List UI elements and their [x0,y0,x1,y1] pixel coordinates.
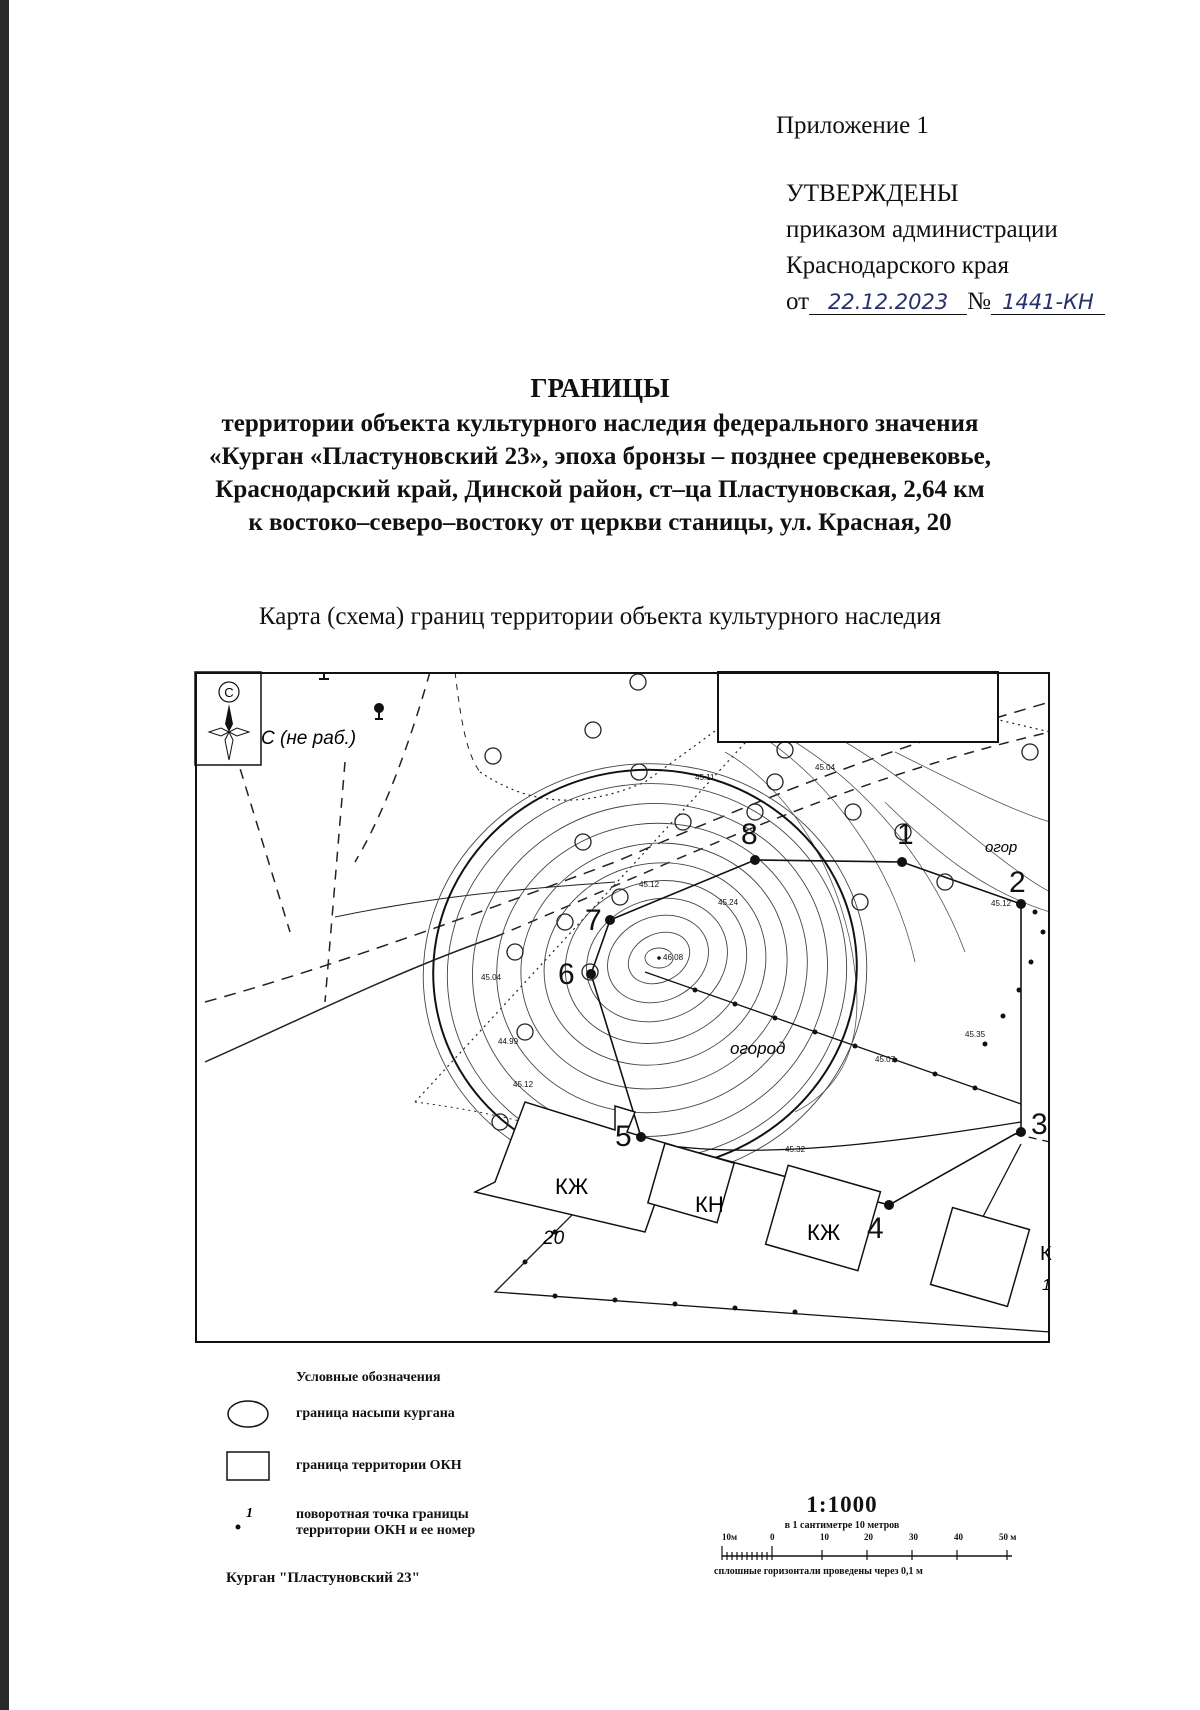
number-prefix: № [967,288,991,315]
legend-territory-text: граница территории ОКН [296,1458,462,1473]
title-line-2: «Курган «Пластуновский 23», эпоха бронзы – позднее средневековье, [209,443,991,470]
handwritten-number: 1441-КН [991,290,1105,315]
road-dashed-line-2 [495,732,1050,937]
approved-heading: УТВЕРЖДЕНЫ [786,180,959,207]
svg-text:10: 10 [820,1532,829,1542]
building-label-4: К [1040,1243,1052,1265]
order-line-1: приказом администрации [786,216,1058,243]
field-dotted-boundary [480,702,755,800]
title-line-1: территории объекта культурного наследия федерального значения [221,410,979,437]
title-line-3: Краснодарский край, Динской район, ст–ца Пластуновская, 2,64 км [215,476,985,503]
map-caption: Карта (схема) границ территории объекта культурного наследия [258,603,942,630]
title-heading: ГРАНИЦЫ [530,373,670,403]
point-label-2: 2 [1009,866,1026,899]
elevation-mark: 45.04 [815,763,836,772]
scale-bar [712,1530,1032,1564]
building-label-1: КЖ [555,1174,589,1199]
mound-symbol-icon [226,1400,274,1440]
svg-text:20: 20 [864,1532,873,1542]
legend-row-mound [226,1400,586,1440]
point-label-1: 1 [897,818,914,851]
legend-row-point [226,1501,586,1541]
scale-ratio: 1:1000 [806,1492,878,1517]
document-title [150,372,1050,539]
point-label-7: 7 [585,904,602,937]
point-label-3: 3 [1031,1108,1048,1141]
svg-text:С: С [224,685,234,700]
legend-point-text [296,1507,475,1539]
svg-text:50 м: 50 м [999,1532,1017,1542]
building-label-3: КЖ [807,1220,841,1245]
point-label-4: 4 [867,1212,884,1245]
garden-label-1: огород [730,1039,786,1058]
svg-text:40: 40 [954,1532,963,1542]
footer-caption: Курган "Пластуновский 23" [226,1570,421,1586]
svg-text:1: 1 [246,1506,253,1521]
road-edge-line [335,882,615,917]
elevation-mark: 45.24 [718,898,739,907]
scale-bar-block [712,1492,1032,1582]
legend-point-line-1: поворотная точка границы [296,1507,469,1522]
elevation-mark: 45.04 [481,973,502,982]
tower-label: С (не раб.) [261,728,357,749]
elevation-summit: 46.08 [663,953,684,962]
handwritten-date: 22.12.2023 [809,290,967,315]
road-solid-line [205,937,495,1062]
turning-point-icon [226,1501,274,1541]
scan-edge [0,0,9,1710]
elevation-mark: 45.07 [875,1055,896,1064]
legend-point-line-2: территории ОКН и ее номер [296,1523,476,1538]
point-label-5: 5 [615,1120,632,1153]
elevation-mark: 45.12 [991,899,1012,908]
svg-text:30: 30 [909,1532,918,1542]
map-title-box [718,672,998,742]
order-date-line [786,284,1105,320]
elevation-mark: 45.11 [695,773,715,782]
track-dashed [235,752,290,932]
point-label-8: 8 [741,818,758,851]
approval-block [786,176,1105,320]
boundary-map [195,672,1050,1343]
tower-symbols [319,672,384,720]
territory-symbol-icon [226,1450,274,1490]
elevation-mark: 45.32 [785,1145,806,1154]
appendix-label: Приложение 1 [776,112,929,139]
legend-mound-text: граница насыпи кургана [296,1406,455,1421]
elevation-mark: 45.12 [639,880,660,889]
mound-boundary [407,742,883,1197]
building-number-1: 20 [543,1228,565,1249]
order-line-2: Краснодарского края [786,252,1009,279]
fence-line [645,1122,1021,1150]
elevation-mark: 45.35 [965,1030,986,1039]
elevation-mark: 44.99 [498,1037,519,1046]
garden-label-2: огор [985,839,1018,856]
building-label-2: КН [695,1192,724,1217]
building-number-4: 1 [1042,1277,1051,1294]
legend-row-territory [226,1450,586,1490]
point-label-6: 6 [558,958,575,991]
track-dashed [455,672,480,772]
track-dashed [325,762,345,1002]
svg-text:0: 0 [770,1532,775,1542]
elevation-mark: 45.12 [513,1080,534,1089]
track-dashed [355,672,430,862]
date-prefix: от [786,288,810,315]
title-line-4: к востоко–северо–востоку от церкви станицы, ул. Красная, 20 [248,509,952,536]
scale-subtitle: в 1 сантиметре 10 метров [784,1520,900,1531]
contour-interval-note: сплошные горизонтали проведены через 0,1 м [714,1566,923,1577]
compass-rose [195,672,261,765]
svg-text:10м: 10м [722,1532,738,1542]
legend-heading: Условные обозначения [296,1370,441,1385]
